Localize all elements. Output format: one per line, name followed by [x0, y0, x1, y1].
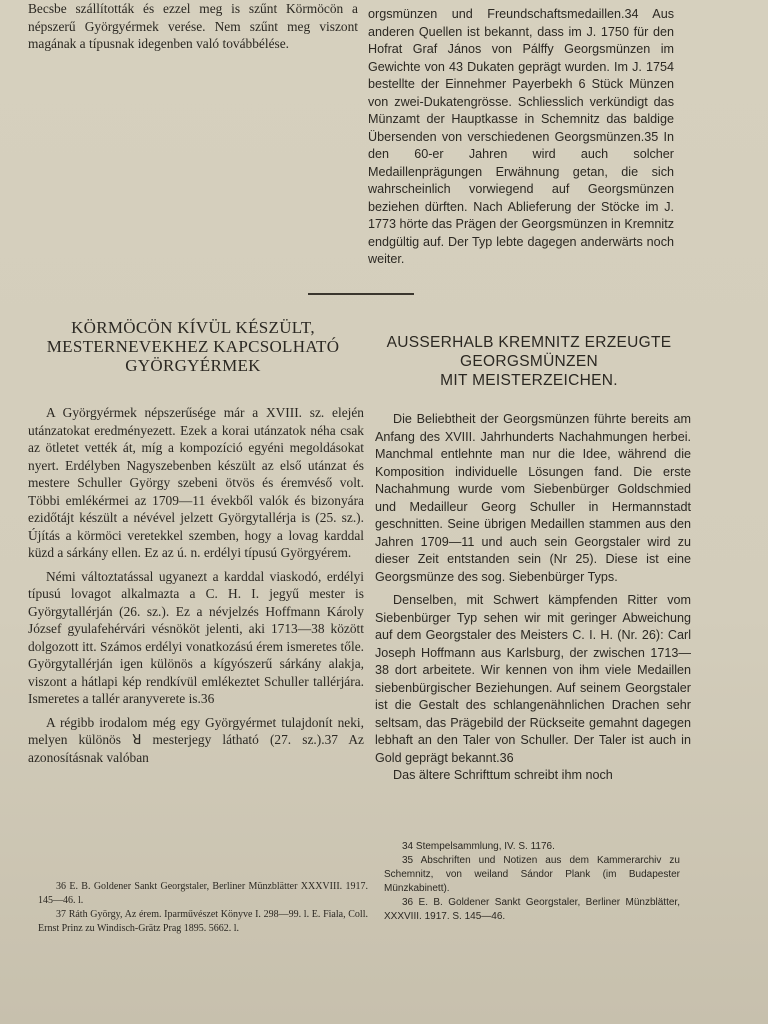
right-column-top [368, 6, 674, 269]
paragraph-right-2: Denselben, mit Schwert kämpfenden Ritter vom Siebenbürger Typ sehen wir mit geringer Abweichung auf dem Georgstaler des Meisters C. I. H. (Nr. 26): Carl Joseph Hoffmann aus Karlsburg, der zwischen 1713—38 dort arbeitete. Wir kennen von ihm viele Medaillen siebenbürgischer Beziehungen. Auf seinem Georgstaler ist die Gestalt des schlangenähnlichen Drachen sehr seltsam, das Prägebild der Rückseite gemahnt dagegen lebhaft an den Taler von Schuller. Der Taler ist auch in Gold geprägt bekannt.36 [375, 593, 691, 765]
paragraph-right-1: Die Beliebtheit der Georgsmünzen führte bereits am Anfang des XVIII. Jahrhunderts Nachahmungen herbei. Manchmal entlehnte man nur die Idee, während die Komposition individuelle Lösungen fand. Die erste Nachahmung wurde vom Siebenbürger Goldschmied und Medailleur Georg Schuller in Hermannstadt geschnitten. Seine übrigen Medaillen stammen aus den Jahren 1709—11 und auch sein Georgstaler wird zu dieser Zeit entstanden sein (Nr 25). Diese ist eine Georgsmünze des sog. Siebenbürger Typs. [375, 412, 691, 584]
paragraph-top-left: Becsbe szállították és ezzel meg is szűnt Körmöcön a népszerű Györgyérmek verése. Nem szűnt meg viszont magának a típusnak idegenben való továbbélése. [28, 1, 358, 51]
heading-german-line-3: MIT MEISTERZEICHEN. [440, 372, 618, 389]
heading-hungarian-line-1: KÖRMÖCÖN KÍVÜL KÉSZÜLT, [71, 318, 315, 337]
heading-german-line-2: GEORGSMÜNZEN [460, 353, 598, 370]
footnotes-left [38, 880, 368, 936]
right-column-body [375, 411, 691, 785]
heading-hungarian [28, 318, 358, 375]
heading-hungarian-line-3: GYÖRGYÉRMEK [125, 356, 261, 375]
section-divider [308, 293, 414, 295]
left-column-top [28, 0, 358, 53]
footnote-34-right: 34 Stempelsammlung, IV. S. 1176. [402, 841, 555, 852]
paragraph-left-3: A régibb irodalom még egy Györgyérmet tulajdonít neki, melyen különös ꓤ mesterjegy látható (27. sz.).37 Az azonosításnak valóban [28, 714, 364, 765]
footnote-36-left: 36 E. B. Goldener Sankt Georgstaler, Berliner Münzblätter XXXVIII. 1917. 145—46. l. [38, 881, 368, 906]
left-column-body [28, 404, 364, 766]
heading-german [368, 333, 690, 390]
paragraph-right-3: Das ältere Schrifttum schreibt ihm noch [393, 768, 613, 782]
footnote-35-right: 35 Abschriften und Notizen aus dem Kammerarchiv zu Schemnitz, von weiland Sándor Plank (im Budapester Münzkabinett). [384, 855, 680, 894]
paragraph-top-right: orgsmünzen und Freundschaftsmedaillen.34 Aus anderen Quellen ist bekannt, dass im J. 1750 für den Hofrat Graf János von Pálffy Georgsmünzen im Gewichte von 43 Dukaten geprägt wurden. Im J. 1754 bestellte der Einnehmer Payerbekh 6 Stück Münzen von zwei-Dukatengrösse. Schliesslich verkündigt das Münzamt der Hauptkasse in Schemnitz das baldige Übersenden von verschiedenen Georgsmünzen.35 In den 60-er Jahren wird auch solcher Medaillenprägungen Erwähnung getan, die sich wahrscheinlich vorwiegend auf Georgsmünzen beziehen dürften. Nach Ablieferung der Stöcke im J. 1773 hörte das Prägen der Georgsmünzen in Kremnitz endgültig auf. Der Typ lebte dagegen anderwärts noch weiter. [368, 7, 674, 266]
heading-hungarian-line-2: MESTERNEVEKHEZ KAPCSOLHATÓ [46, 337, 340, 356]
footnote-37-left: 37 Ráth György, Az érem. Iparművészet Könyve I. 298—99. l. E. Fiala, Coll. Ernst Prinz zu Windisch-Grätz Prag 1895. 5662. l. [38, 909, 368, 934]
heading-german-line-1: AUSSERHALB KREMNITZ ERZEUGTE [386, 334, 672, 351]
paragraph-left-1: A Györgyérmek népszerűsége már a XVIII. sz. elején utánzatokat eredményezett. Ezek a korai utánzatok néha csak az ötletet vették át, míg a kompozíció egyéni megoldásokat nyert. Erdélyben Nagyszebenben készült az első utánzat és mestere Schuller György szebeni ötvös és éremvéső volt. Többi emlékérmei az 1709—11 évekből valók és bizonyára ezidőtájt készült a névével jelzett Györgytallérja is (25. sz.). Újítás a körmöci veretekkel szemben, hogy a lovag karddal küzd a sárkány ellen. Ez az ú. n. erdélyi típusú Györgyérem. [28, 405, 364, 560]
footnotes-right [384, 840, 680, 924]
footnote-36-right: 36 E. B. Goldener Sankt Georgstaler, Berliner Münzblätter, XXXVIII. 1917. S. 145—46. [384, 897, 680, 922]
paragraph-left-2: Némi változtatással ugyanezt a karddal viaskodó, erdélyi típusú lovagot alkalmazta a C. H. I. jegyű mester is Györgytallérján (26. sz.). Ez a névjelzés Hoffmann Károly József gyulafehérvári vésnököt jelenti, aki 1713—38 között dolgozott itt. Számos erdélyi vonatkozású érem ismeretes tőle. Györgytallérján igen különös a kígyószerű sárkány alakja, viszont a hátlapi kép rendkívül emlékeztet Schuller tallérjára. Ismeretes a tallér aranyverete is.36 [28, 568, 364, 706]
